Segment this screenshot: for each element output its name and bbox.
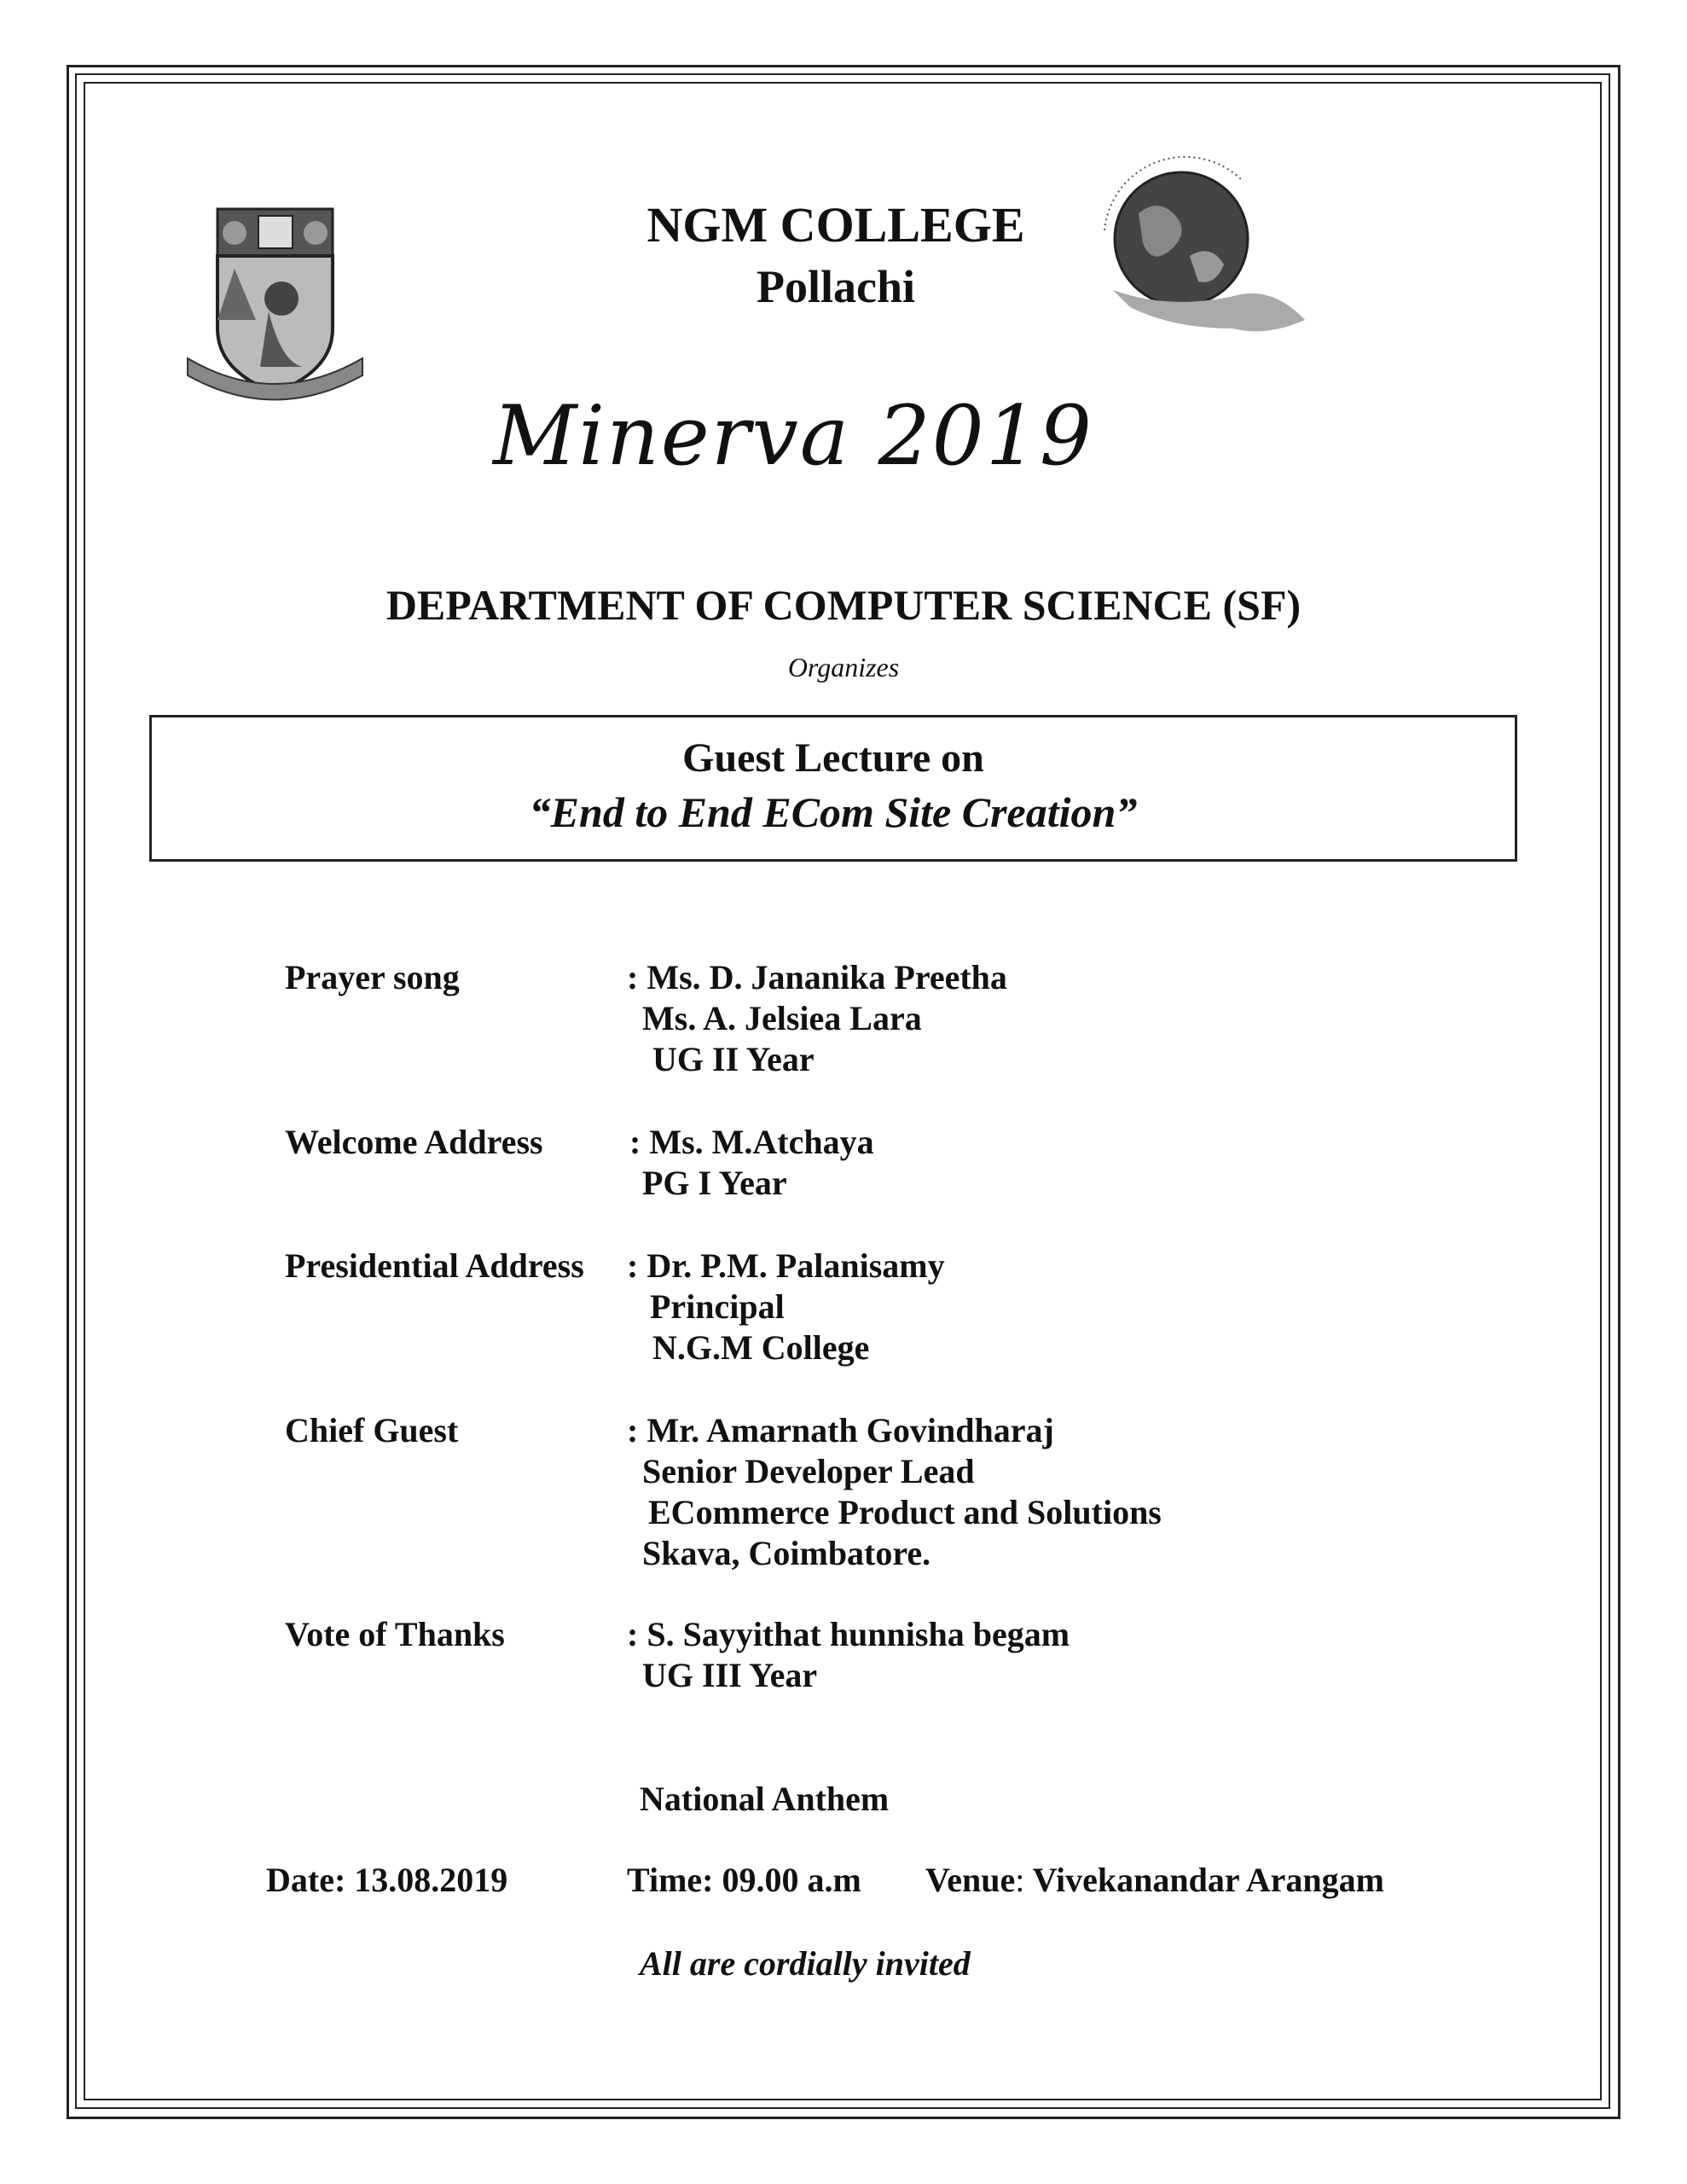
college-name: NGM COLLEGE — [646, 197, 1025, 253]
national-anthem: National Anthem — [640, 1780, 890, 1818]
programme-value: : S. Sayyithat hunnisha begam — [627, 1615, 1070, 1653]
event-time: Time: 09.00 a.m — [627, 1861, 861, 1899]
venue-label: Venue — [925, 1861, 1016, 1899]
organizes-label: Organizes — [787, 652, 900, 682]
programme-value: Senior Developer Lead — [642, 1452, 975, 1490]
event-venue — [925, 1860, 1384, 1900]
programme-value: Skava, Coimbatore. — [642, 1534, 931, 1572]
programme-label-chief-guest: Chief Guest — [285, 1411, 459, 1449]
venue-value — [1015, 1861, 1384, 1899]
lecture-title-box — [149, 715, 1517, 862]
lecture-topic: “End to End ECom Site Creation” — [529, 788, 1138, 836]
programme-value: Ms. A. Jelsiea Lara — [642, 999, 922, 1037]
college-emblem-icon — [183, 200, 367, 414]
lecture-heading: Guest Lecture on — [682, 735, 984, 781]
department-name: DEPARTMENT OF COMPUTER SCIENCE (SF) — [386, 581, 1301, 629]
event-date: Date: 13.08.2019 — [266, 1861, 508, 1899]
programme-label-presidential: Presidential Address — [285, 1246, 584, 1285]
fest-title: Minerva 2019 — [493, 388, 1093, 484]
programme-value: UG II Year — [652, 1040, 815, 1078]
programme-value: : Mr. Amarnath Govindharaj — [627, 1411, 1054, 1449]
programme-value: Principal — [650, 1287, 785, 1326]
venue-name: Vivekanandar Arangam — [1024, 1861, 1384, 1899]
programme-value: N.G.M College — [652, 1328, 870, 1367]
venue-colon: : — [1015, 1861, 1025, 1899]
programme-value: ECommerce Product and Solutions — [648, 1493, 1162, 1531]
programme-value: : Dr. P.M. Palanisamy — [627, 1246, 945, 1285]
programme-value: PG I Year — [642, 1164, 787, 1202]
programme-label-vote-of-thanks: Vote of Thanks — [285, 1615, 505, 1653]
programme-value: UG III Year — [642, 1656, 818, 1694]
college-city: Pollachi — [757, 261, 915, 312]
programme-label-welcome: Welcome Address — [285, 1123, 543, 1161]
programme-value: : Ms. M.Atchaya — [629, 1123, 874, 1161]
programme-label-prayer: Prayer song — [285, 958, 460, 996]
invitation-note: All are cordially invited — [640, 1944, 971, 1983]
programme-value: : Ms. D. Jananika Preetha — [627, 958, 1007, 996]
